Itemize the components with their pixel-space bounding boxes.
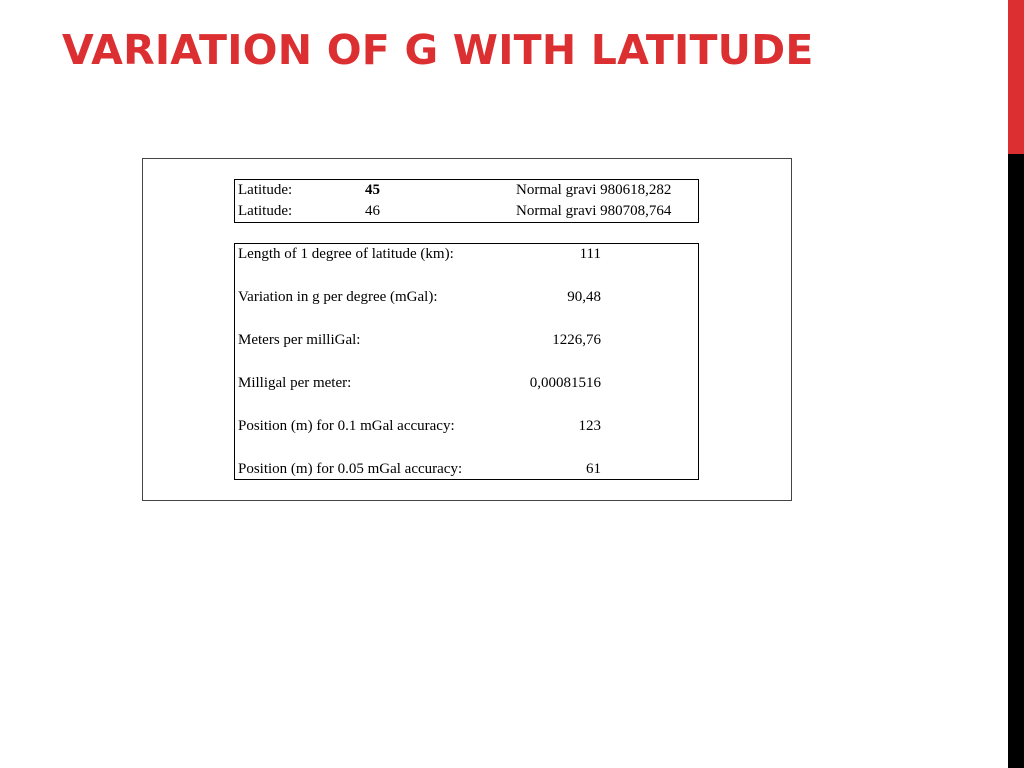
- result-label: Meters per milliGal:: [238, 332, 361, 348]
- latitude-row: [235, 201, 698, 222]
- latitude-value: 46: [365, 203, 380, 219]
- result-row: [235, 373, 698, 395]
- result-row: [235, 416, 698, 438]
- result-value: 0,00081516: [529, 375, 601, 391]
- normal-gravity-value: Normal gravi 980618,282: [516, 182, 672, 198]
- result-value: 1226,76: [552, 332, 601, 348]
- result-row: [235, 244, 698, 266]
- result-row: [235, 330, 698, 352]
- result-value: 111: [579, 246, 601, 262]
- result-row: [235, 287, 698, 309]
- latitude-label: Latitude:: [238, 203, 293, 219]
- accent-bar-black: [1008, 154, 1024, 768]
- result-value: 90,48: [567, 289, 601, 305]
- result-label: Length of 1 degree of latitude (km):: [238, 246, 454, 262]
- result-row: [235, 459, 698, 481]
- accent-bar-red: [1008, 0, 1024, 154]
- results-table: [234, 243, 699, 480]
- result-label: Position (m) for 0.1 mGal accuracy:: [238, 418, 455, 434]
- result-label: Variation in g per degree (mGal):: [238, 289, 438, 305]
- result-value: 123: [578, 418, 601, 434]
- slide-title: VARIATION OF G WITH LATITUDE: [62, 26, 814, 74]
- result-label: Milligal per meter:: [238, 375, 352, 391]
- result-label: Position (m) for 0.05 mGal accuracy:: [238, 461, 463, 477]
- latitude-table: [234, 179, 699, 223]
- latitude-row: [235, 180, 698, 201]
- latitude-label: Latitude:: [238, 182, 293, 198]
- result-value: 61: [586, 461, 601, 477]
- latitude-value: 45: [365, 182, 380, 198]
- normal-gravity-value: Normal gravi 980708,764: [516, 203, 672, 219]
